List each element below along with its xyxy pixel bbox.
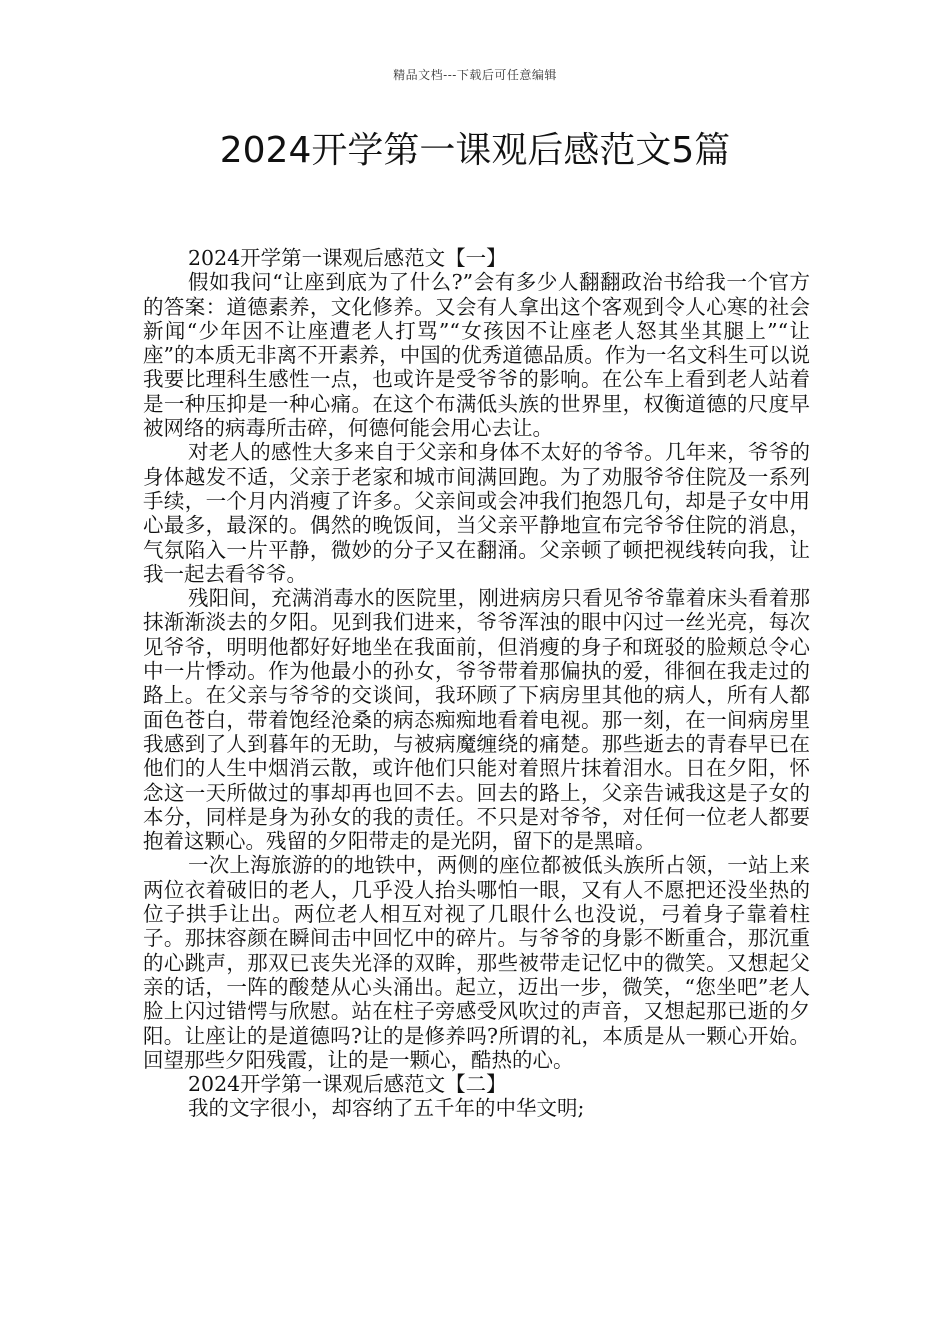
document-title: 2024开学第一课观后感范文5篇	[219, 130, 731, 171]
paragraph: 对老人的感性大多来自于父亲和身体不太好的爷爷。几年来，爷爷的身体越发不适，父亲于老家和城市间满回跑。为了劝服爷爷住院及一系列手续，一个月内消瘦了许多。父亲间或会冲我们抱怨几句，却是子女中用心最多，最深的。偶然的晚饭间，当父亲平静地宣布完爷爷住院的消息，气氛陷入一片平静，微妙的分子又在翻涌。父亲顿了顿把视线转向我，让我一起去看爷爷。	[143, 440, 810, 586]
header-note: 精品文档---下载后可任意编辑	[393, 68, 557, 82]
section-heading: 2024开学第一课观后感范文【一】	[188, 246, 507, 270]
paragraph: 一次上海旅游的的地铁中，两侧的座位都被低头族所占领，一站上来两位衣着破旧的老人，几乎没人抬头哪怕一眼，又有人不愿把还没坐热的位子拱手让出。两位老人相互对视了几眼什么也没说，弓着身子靠着柱子。那抹容颜在瞬间击中回忆中的碎片。与爷爷的身影不断重合，那沉重的心跳声，那双已丧失光泽的双眸，那些被带走记忆中的微笑。又想起父亲的话，一阵的酸楚从心头涌出。起立，迈出一步，微笑，“您坐吧”老人脸上闪过错愕与欣慰。站在柱子旁感受风吹过的声音，又想起那已逝的夕阳。让座让的是道德吗?让的是修养吗?所谓的礼，本质是从一颗心开始。回望那些夕阳残霞，让的是一颗心，酷热的心。	[143, 853, 810, 1072]
paragraph: 我的文字很小，却容纳了五千年的中华文明;	[188, 1096, 585, 1121]
document-body	[143, 246, 810, 1121]
paragraph: 假如我问“让座到底为了什么?”会有多少人翻翻政治书给我一个官方的答案：道德素养，文化修养。又会有人拿出这个客观到令人心寒的社会新闻“少年因不让座遭老人打骂”“女孩因不让座老人怒其坐其腿上”“让座”的本质无非离不开素养，中国的优秀道德品质。作为一名文科生可以说我要比理科生感性一点，也或许是受爷爷的影响。在公车上看到老人站着是一种压抑是一种心痛。在这个布满低头族的世界里，权衡道德的尺度早被网络的病毒所击碎，何德何能会用心去让。	[143, 270, 810, 441]
paragraph: 残阳间，充满消毒水的医院里，刚进病房只看见爷爷靠着床头看着那抹渐渐淡去的夕阳。见到我们进来，爷爷浑浊的眼中闪过一丝光亮，每次见爷爷，明明他都好好地坐在我面前，但消瘦的身子和斑驳的脸颊总令心中一片悸动。作为他最小的孙女，爷爷带着那偏执的爱，徘徊在我走过的路上。在父亲与爷爷的交谈间，我环顾了下病房里其他的病人，所有人都面色苍白，带着饱经沧桑的病态痴痴地看着电视。那一刻，在一间病房里我感到了人到暮年的无助，与被病魔缠绕的痛楚。那些逝去的青春早已在他们的人生中烟消云散，或许他们只能对着照片抹着泪水。日在夕阳，怀念这一天所做过的事却再也回不去。回去的路上，父亲告诫我这是子女的本分，同样是身为孙女的我的责任。不只是对爷爷，对任何一位老人都要抱着这颗心。残留的夕阳带走的是光阴，留下的是黑暗。	[143, 586, 810, 854]
section-heading: 2024开学第一课观后感范文【二】	[188, 1072, 507, 1097]
